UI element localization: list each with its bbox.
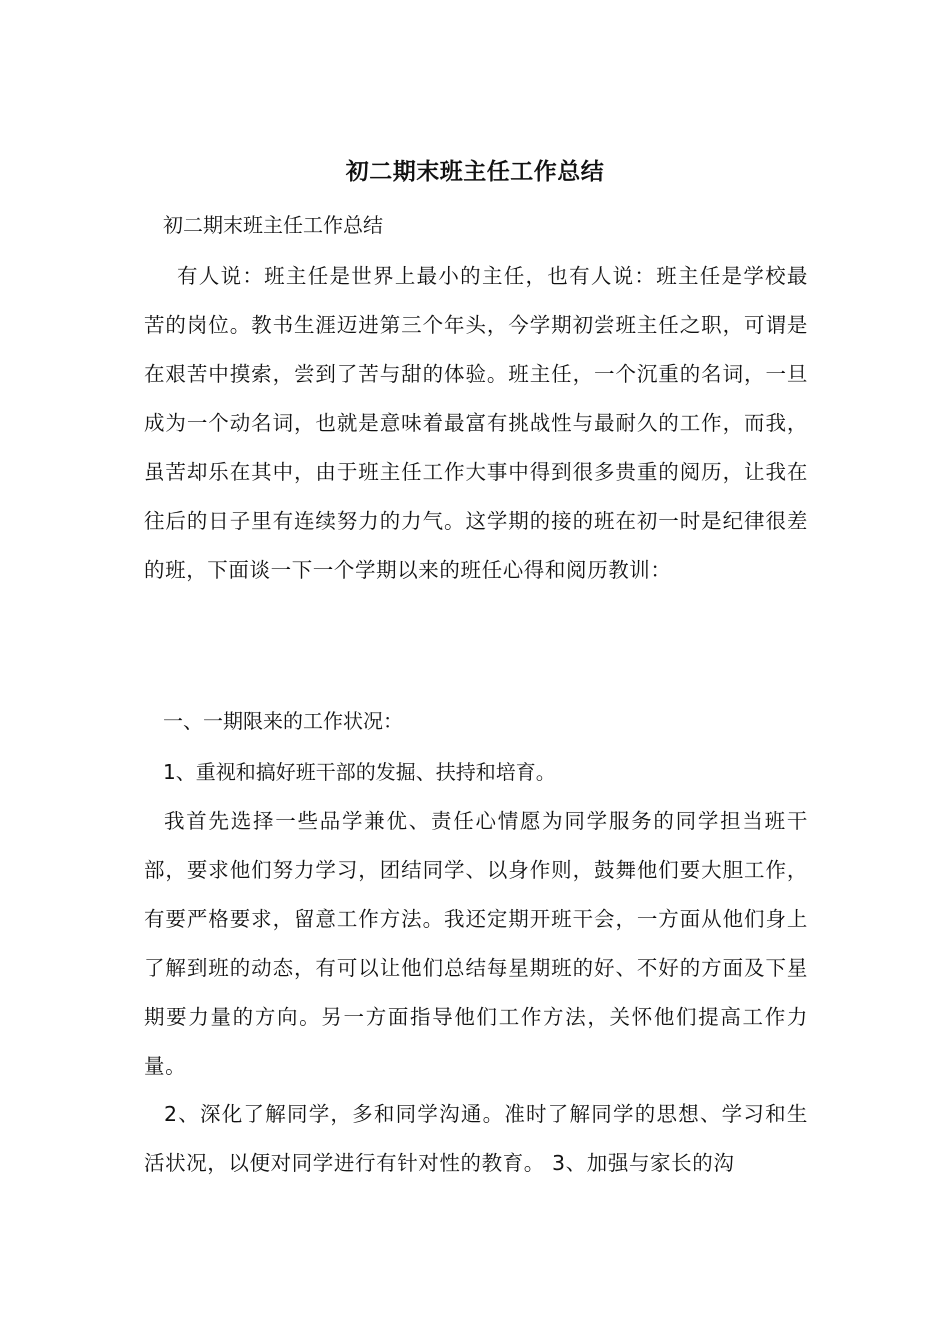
section-heading: 一、一期限来的工作状况： (163, 709, 403, 733)
item-1-heading: 1、重视和搞好班干部的发掘、扶持和培育。 (163, 760, 556, 784)
item-1-body: 我首先选择一些品学兼优、责任心情愿为同学服务的同学担当班干部，要求他们努力学习，团结同学、以身作则，鼓舞他们要大胆工作，有要严格要求，留意工作方法。我还定期开班干会，一方面从他们身上了解到班的动态，有可以让他们总结每星期班的好、不好的方面及下星期要力量的方向。另一方面指导他们工作方法，关怀他们提高工作力量。 (144, 809, 808, 1078)
document-subtitle: 初二期末班主任工作总结 (163, 213, 383, 237)
item-2-body: 2、深化了解同学，多和同学沟通。准时了解同学的思想、学习和生活状况，以便对同学进行有针对性的教育。 3、加强与家长的沟 (144, 1102, 808, 1175)
document-title: 初二期末班主任工作总结 (345, 159, 605, 185)
intro-paragraph: 有人说：班主任是世界上最小的主任，也有人说：班主任是学校最苦的岗位。教书生涯迈进第三个年头，今学期初尝班主任之职，可谓是在艰苦中摸索，尝到了苦与甜的体验。班主任，一个沉重的名词，一旦成为一个动名词，也就是意味着最富有挑战性与最耐久的工作，而我，虽苦却乐在其中，由于班主任工作大事中得到很多贵重的阅历，让我在往后的日子里有连续努力的力气。这学期的接的班在初一时是纪律很差的班，下面谈一下一个学期以来的班任心得和阅历教训： (144, 264, 808, 582)
